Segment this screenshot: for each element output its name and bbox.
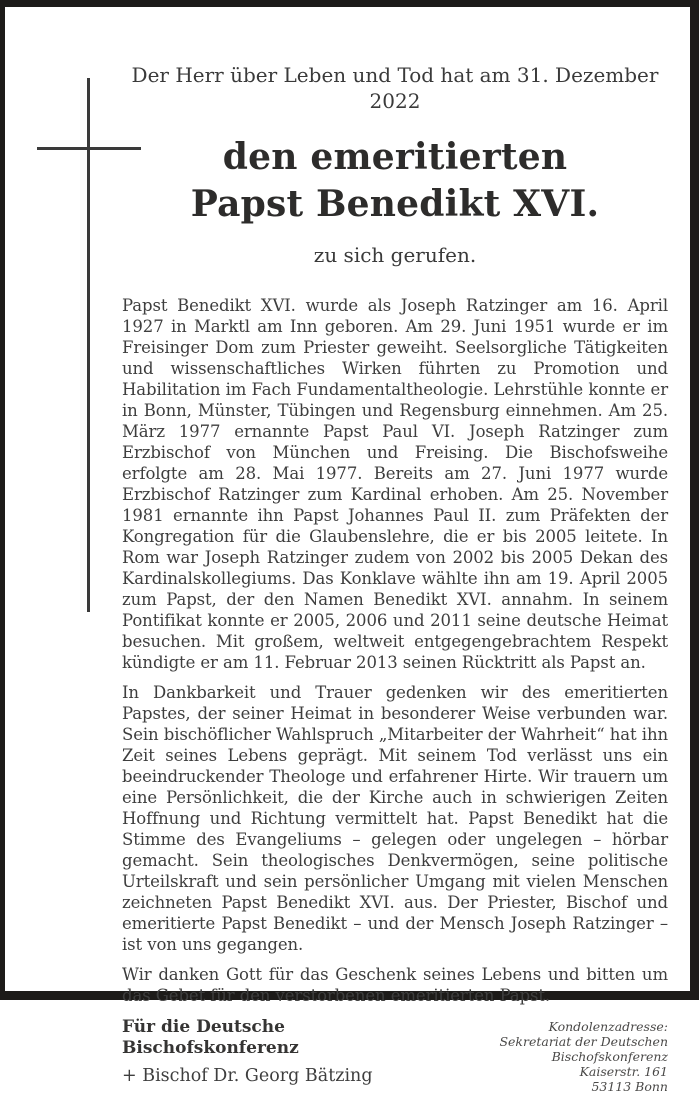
title-line-1: den emeritierten <box>222 136 568 178</box>
signature-signer: + Bischof Dr. Georg Bätzing <box>122 1066 373 1086</box>
intro-line: Der Herr über Leben und Tod hat am 31. Dezember 2022 <box>131 63 659 113</box>
condolence-label: Kondolenzadresse: <box>548 1019 668 1034</box>
called-to-god-line: zu sich gerufen. <box>313 243 477 267</box>
condolence-city: 53113 Bonn <box>591 1079 668 1094</box>
title-line-2: Papst Benedikt XVI. <box>190 183 600 225</box>
tribute-paragraph: In Dankbarkeit und Trauer gedenken wir des emeritierten Papstes, der seiner Heimat in besonderer Weise verbunden war. Sein bischöflicher Wahlspruch „Mitarbeiter der Wahrheit“ hat ihn Zeit seines Lebens geprägt. Mit seinem Tod verlässt uns ein beeindruckender Theologe und erfahrener Hirte. Wir trauern um eine Persönlichkeit, die der Kirche auch in schwierigen Zeiten Hoffnung und Richtung vermittelt hat. Papst Benedikt hat die Stimme des Evangeliums – gelegen oder ungelegen – hörbar gemacht. Sein theologisches Denkvermögen, seine politische Urteilskraft und sein persönlicher Umgang mit vielen Menschen zeichneten Papst Benedikt XVI. aus. Der Priester, Bischof und emeritierte Papst Benedikt – und der Mensch Joseph Ratzinger – ist von uns gegangen. <box>122 683 668 954</box>
condolence-address-block <box>419 1017 668 1094</box>
deceased-title <box>122 134 668 228</box>
footer-row <box>122 1017 668 1094</box>
notice-content <box>5 7 690 1094</box>
condolence-secretariat: Sekretariat der Deutschen Bischofskonferenz <box>499 1034 668 1064</box>
thanksgiving-paragraph: Wir danken Gott für das Geschenk seines Lebens und bitten um das Gebet für den verstorbenen emeritierten Papst. <box>122 965 668 1005</box>
condolence-street: Kaiserstr. 161 <box>579 1064 668 1079</box>
signature-block <box>122 1017 419 1087</box>
biography-paragraph: Papst Benedikt XVI. wurde als Joseph Ratzinger am 16. April 1927 in Marktl am Inn geboren. Am 29. Juni 1951 wurde er im Freisinger Dom zum Priester geweiht. Seelsorgliche Tätigkeiten und wissenschaftliches Wirken führten zu Promotion und Habilitation im Fach Fundamentaltheologie. Lehrstühle konnte er in Bonn, Münster, Tübingen und Regensburg einnehmen. Am 25. März 1977 ernannte Papst Paul VI. Joseph Ratzinger zum Erzbischof von München und Freising. Die Bischofsweihe erfolgte am 28. Mai 1977. Bereits am 27. Juni 1977 wurde Erzbischof Ratzinger zum Kardinal erhoben. Am 25. November 1981 ernannte ihn Papst Johannes Paul II. zum Präfekten der Kongregation für die Glaubenslehre, die er bis 2005 leitete. In Rom war Joseph Ratzinger zudem von 2002 bis 2005 Dekan des Kardinalskollegiums. Das Konklave wählte ihn am 19. April 2005 zum Papst, der den Namen Benedikt XVI. annahm. In seinem Pontifikat konnte er 2005, 2006 und 2011 seine deutsche Heimat besuchen. Mit großem, weltweit entgegengebrachtem Respekt kündigte er am 11. Februar 2013 seinen Rücktritt als Papst an. <box>122 296 668 672</box>
signature-organization: Für die Deutsche Bischofskonferenz <box>122 1017 299 1058</box>
